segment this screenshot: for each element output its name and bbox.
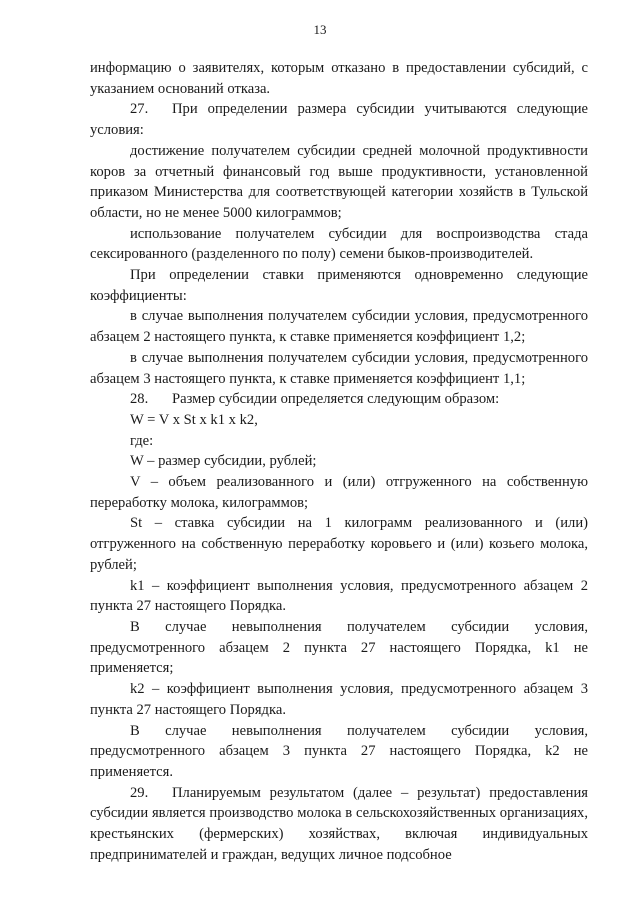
paragraph-applicants-info: информацию о заявителях, которым отказано в предоставлении субсидий, с указанием оснований отказа.	[90, 60, 588, 97]
paragraph-k1-not-applied: В случае невыполнения получателем субсидии условия, предусмотренного абзацем 2 пункта 27 настоящего Порядка, k1 не применяется;	[90, 618, 588, 677]
item-text: Планируемым результатом (далее – результат) предоставления субсидии является производство молока в сельскохозяйственных организациях, крестьянских (фермерских) хозяйствах, включая индивидуальных предпринимателей и граждан, ведущих личное подсобное	[90, 784, 588, 863]
paragraph-coefficient-1-1: в случае выполнения получателем субсидии условия, предусмотренного абзацем 3 настоящего пункта, к ставке применяется коэффициент 1,1;	[90, 349, 588, 387]
paragraph-item-28	[90, 389, 588, 410]
item-text: При определении размера субсидии учитываются следующие условия:	[90, 101, 588, 139]
paragraph-item-27	[90, 99, 588, 140]
paragraph-coefficients-intro: При определении ставки применяются одновременно следующие коэффициенты:	[90, 267, 588, 304]
paragraph-item-29	[90, 783, 588, 866]
paragraph-condition-productivity: достижение получателем субсидии средней молочной продуктивности коров за отчетный финансовый год выше продуктивности, установленной приказом Министерства для соответствующей категории хозяйств в Тульской области, но не менее 5000 килограммов;	[90, 142, 588, 221]
page-number: 13	[313, 22, 327, 37]
definition-v: V – объем реализованного и (или) отгруженного на собственную переработку молока, килограммов;	[90, 474, 588, 511]
paragraph-k2-not-applied: В случае невыполнения получателем субсидии условия, предусмотренного абзацем 3 пункта 27 настоящего Порядка, k2 не применяется.	[90, 722, 588, 780]
paragraph-condition-semen: использование получателем субсидии для воспроизводства стада сексированного (разделенного по полу) семени быков-производителей.	[90, 225, 588, 263]
item-number: 29.	[130, 784, 149, 801]
item-number: 27.	[130, 101, 149, 118]
definition-w: W – размер субсидии, рублей;	[130, 453, 317, 470]
definition-k2: k2 – коэффициент выполнения условия, предусмотренного абзацем 3 пункта 27 настоящего Порядка.	[90, 681, 588, 718]
definition-k1: k1 – коэффициент выполнения условия, предусмотренного абзацем 2 пункта 27 настоящего Порядка.	[90, 577, 588, 615]
item-number: 28.	[130, 391, 149, 408]
document-body	[90, 58, 588, 865]
paragraph-where: где:	[130, 432, 154, 449]
definition-st: St – ставка субсидии на 1 килограмм реализованного и (или) отгруженного на собственную переработку коровьего и (или) козьего молока, рублей;	[90, 515, 588, 573]
formula: W = V x St x k1 x k2,	[130, 411, 258, 428]
paragraph-coefficient-1-2: в случае выполнения получателем субсидии условия, предусмотренного абзацем 2 настоящего пункта, к ставке применяется коэффициент 1,2;	[90, 308, 588, 346]
item-text: Размер субсидии определяется следующим образом:	[172, 391, 500, 408]
